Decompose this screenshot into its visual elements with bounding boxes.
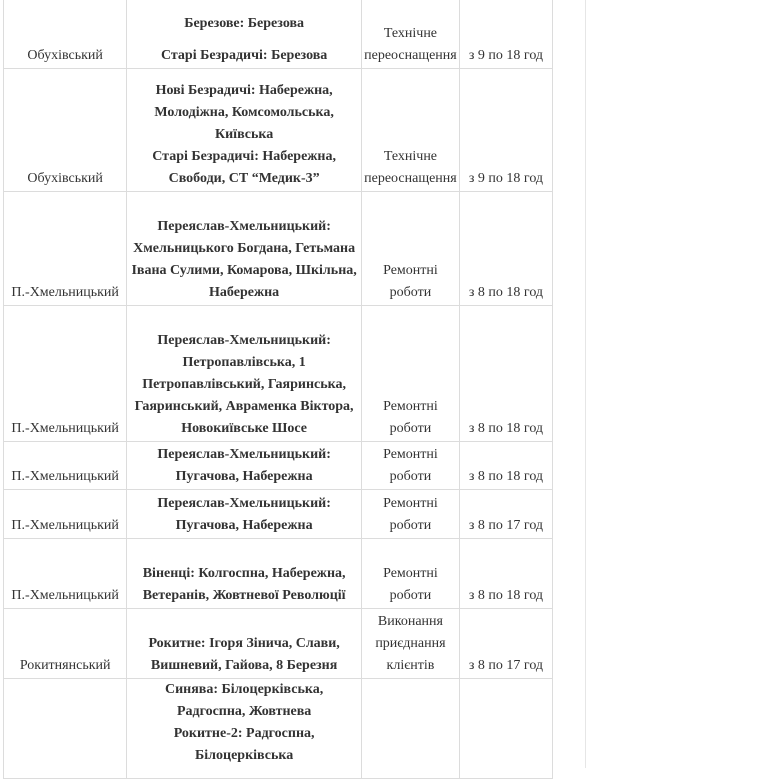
streets-line: Переяслав-Хмельницький: Хмельницького Богдана, Гетьмана Івана Сулими, Комарова, Шкільна, Набережна [131,219,357,300]
district-cell: Рокитнянський [4,609,127,679]
streets-cell [127,442,362,490]
streets-line: Нові Безрадичі: Набережна, Молодіжна, Комсомольська, Київська [154,83,334,142]
work-type-cell: Технічне переоснащення [361,0,459,69]
time-cell: з 8 по 17 год [459,490,552,539]
table-row [4,306,553,442]
streets-line: Віненці: Колгоспна, Набережна, Ветеранів, Жовтневої Революції [142,566,346,603]
district-cell: П.-Хмельницький [4,442,127,490]
streets-cell [127,306,362,442]
table-row [4,609,553,679]
work-type-cell: Ремонтні роботи [361,490,459,539]
time-cell [459,679,552,779]
streets-cell [127,69,362,192]
time-cell: з 8 по 18 год [459,192,552,306]
work-type-cell: Технічне переоснащення [361,69,459,192]
district-cell: П.-Хмельницький [4,490,127,539]
district-cell: П.-Хмельницький [4,306,127,442]
streets-cell [127,490,362,539]
table-row [4,442,553,490]
streets-line: Старі Безрадичі: Березова [160,48,328,63]
streets-cell [127,192,362,306]
work-type-cell: Ремонтні роботи [361,192,459,306]
streets-line: Переяслав-Хмельницький: Петропавлівська, 1 Петропавлівський, Гаяринська, Гаяринський, Авраменка Віктора, Новокиївське Шосе [134,333,354,436]
work-type-cell [361,679,459,779]
work-type-cell: Ремонтні роботи [361,442,459,490]
district-cell: П.-Хмельницький [4,192,127,306]
streets-cell [127,0,362,69]
streets-line: Синява: Білоцерківська, Радгоспна, Жовтнева [164,682,324,719]
district-cell: Обухівський [4,0,127,69]
streets-line: Рокитне-2: Радгоспна, Білоцерківська [173,726,315,763]
time-cell: з 8 по 18 год [459,539,552,609]
time-cell: з 8 по 17 год [459,609,552,679]
work-type-cell: Виконання приєднання клієнтів [361,609,459,679]
district-cell [4,679,127,779]
outage-schedule-table [3,0,553,779]
table-row [4,192,553,306]
page-divider [585,0,586,768]
streets-line: Старі Безрадичі: Набережна, Свободи, СТ “Медик-3” [152,149,336,186]
streets-line: Переяслав-Хмельницький: Пугачова, Набережна [157,496,331,533]
streets-line: Переяслав-Хмельницький: Пугачова, Набережна [157,447,331,484]
streets-cell [127,539,362,609]
table-row [4,539,553,609]
table-row [4,490,553,539]
time-cell: з 8 по 18 год [459,442,552,490]
district-cell: П.-Хмельницький [4,539,127,609]
work-type-cell: Ремонтні роботи [361,539,459,609]
streets-cell [127,609,362,679]
district-cell: Обухівський [4,69,127,192]
time-cell: з 9 по 18 год [459,0,552,69]
table-row [4,69,553,192]
streets-line: Березове: Березова [184,16,305,31]
time-cell: з 9 по 18 год [459,69,552,192]
work-type-cell: Ремонтні роботи [361,306,459,442]
streets-line: Рокитне: Ігоря Зінича, Слави, Вишневий, Гайова, 8 Березня [148,636,340,673]
streets-cell [127,679,362,779]
table-row [4,679,553,779]
table-row [4,0,553,69]
time-cell: з 8 по 18 год [459,306,552,442]
streets-line [129,35,359,45]
